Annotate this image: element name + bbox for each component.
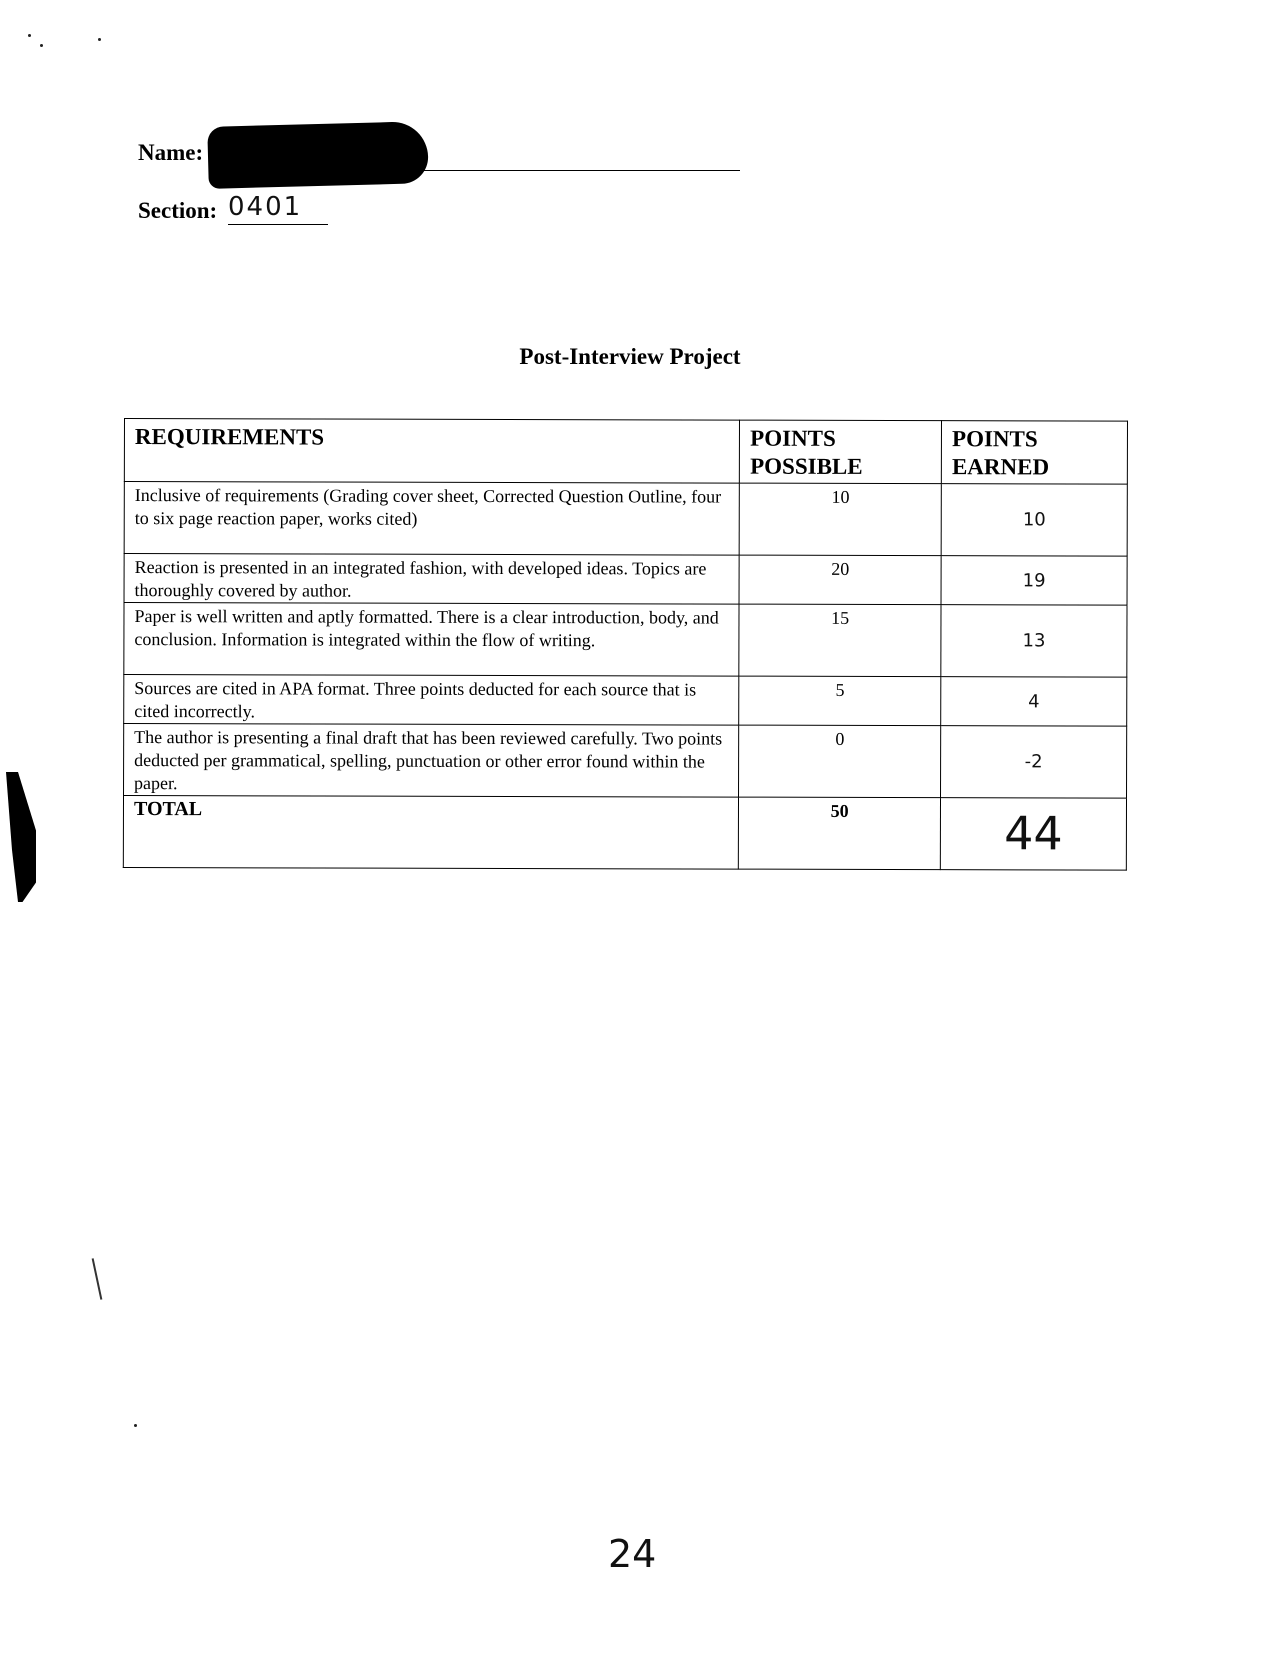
section-value-handwritten: 0401 bbox=[228, 190, 328, 225]
page-number-handwritten: 24 bbox=[608, 1532, 657, 1576]
total-points-earned: 44 bbox=[940, 798, 1126, 870]
requirement-cell: The author is presenting a final draft that has been reviewed carefully. Two points deducted per grammatical, spelling, punctuation or other error found within the paper. bbox=[124, 724, 739, 798]
points-possible-cell: 0 bbox=[739, 725, 941, 798]
points-possible-cell: 5 bbox=[739, 676, 941, 726]
name-redaction bbox=[207, 121, 429, 189]
scan-speck bbox=[28, 34, 31, 37]
table-row bbox=[124, 554, 1127, 606]
header-points-earned: POINTS EARNED bbox=[941, 421, 1127, 484]
points-earned-cell: 10 bbox=[941, 484, 1127, 556]
scan-margin-artifact bbox=[6, 772, 36, 902]
requirement-cell: Paper is well written and aptly formatted. There is a clear introduction, body, and conclusion. Information is integrated within the flow of writing. bbox=[124, 603, 739, 677]
page-title: Post-Interview Project bbox=[519, 344, 741, 369]
header-points-possible: POINTS POSSIBLE bbox=[740, 420, 942, 484]
section-label: Section: bbox=[138, 198, 218, 223]
header-requirements: REQUIREMENTS bbox=[124, 419, 739, 484]
points-earned-cell: 19 bbox=[941, 556, 1127, 605]
points-earned-cell: 4 bbox=[941, 677, 1127, 726]
grading-rubric-table bbox=[123, 418, 1128, 871]
points-possible-cell: 10 bbox=[739, 483, 941, 556]
total-row bbox=[123, 796, 1126, 871]
requirement-cell: Inclusive of requirements (Grading cover sheet, Corrected Question Outline, four to six page reaction paper, works cited) bbox=[124, 482, 739, 556]
points-earned-cell: 13 bbox=[941, 605, 1127, 677]
table-row bbox=[124, 482, 1127, 557]
requirement-cell: Sources are cited in APA format. Three points deducted for each source that is cited incorrectly. bbox=[124, 675, 739, 726]
scan-stray-mark bbox=[92, 1258, 103, 1299]
scan-speck bbox=[98, 38, 101, 41]
scan-speck bbox=[40, 44, 43, 47]
table-row bbox=[124, 675, 1127, 727]
total-label: TOTAL bbox=[123, 796, 738, 870]
table-row bbox=[124, 603, 1127, 678]
points-possible-cell: 15 bbox=[739, 604, 941, 677]
name-label: Name: bbox=[138, 140, 204, 165]
points-earned-cell: -2 bbox=[941, 726, 1127, 798]
total-points-possible: 50 bbox=[739, 797, 941, 870]
requirement-cell: Reaction is presented in an integrated fashion, with developed ideas. Topics are thoroughly covered by author. bbox=[124, 554, 739, 605]
table-header-row bbox=[124, 419, 1127, 485]
scan-speck bbox=[134, 1424, 137, 1427]
points-possible-cell: 20 bbox=[739, 555, 941, 605]
table-row bbox=[124, 724, 1127, 799]
